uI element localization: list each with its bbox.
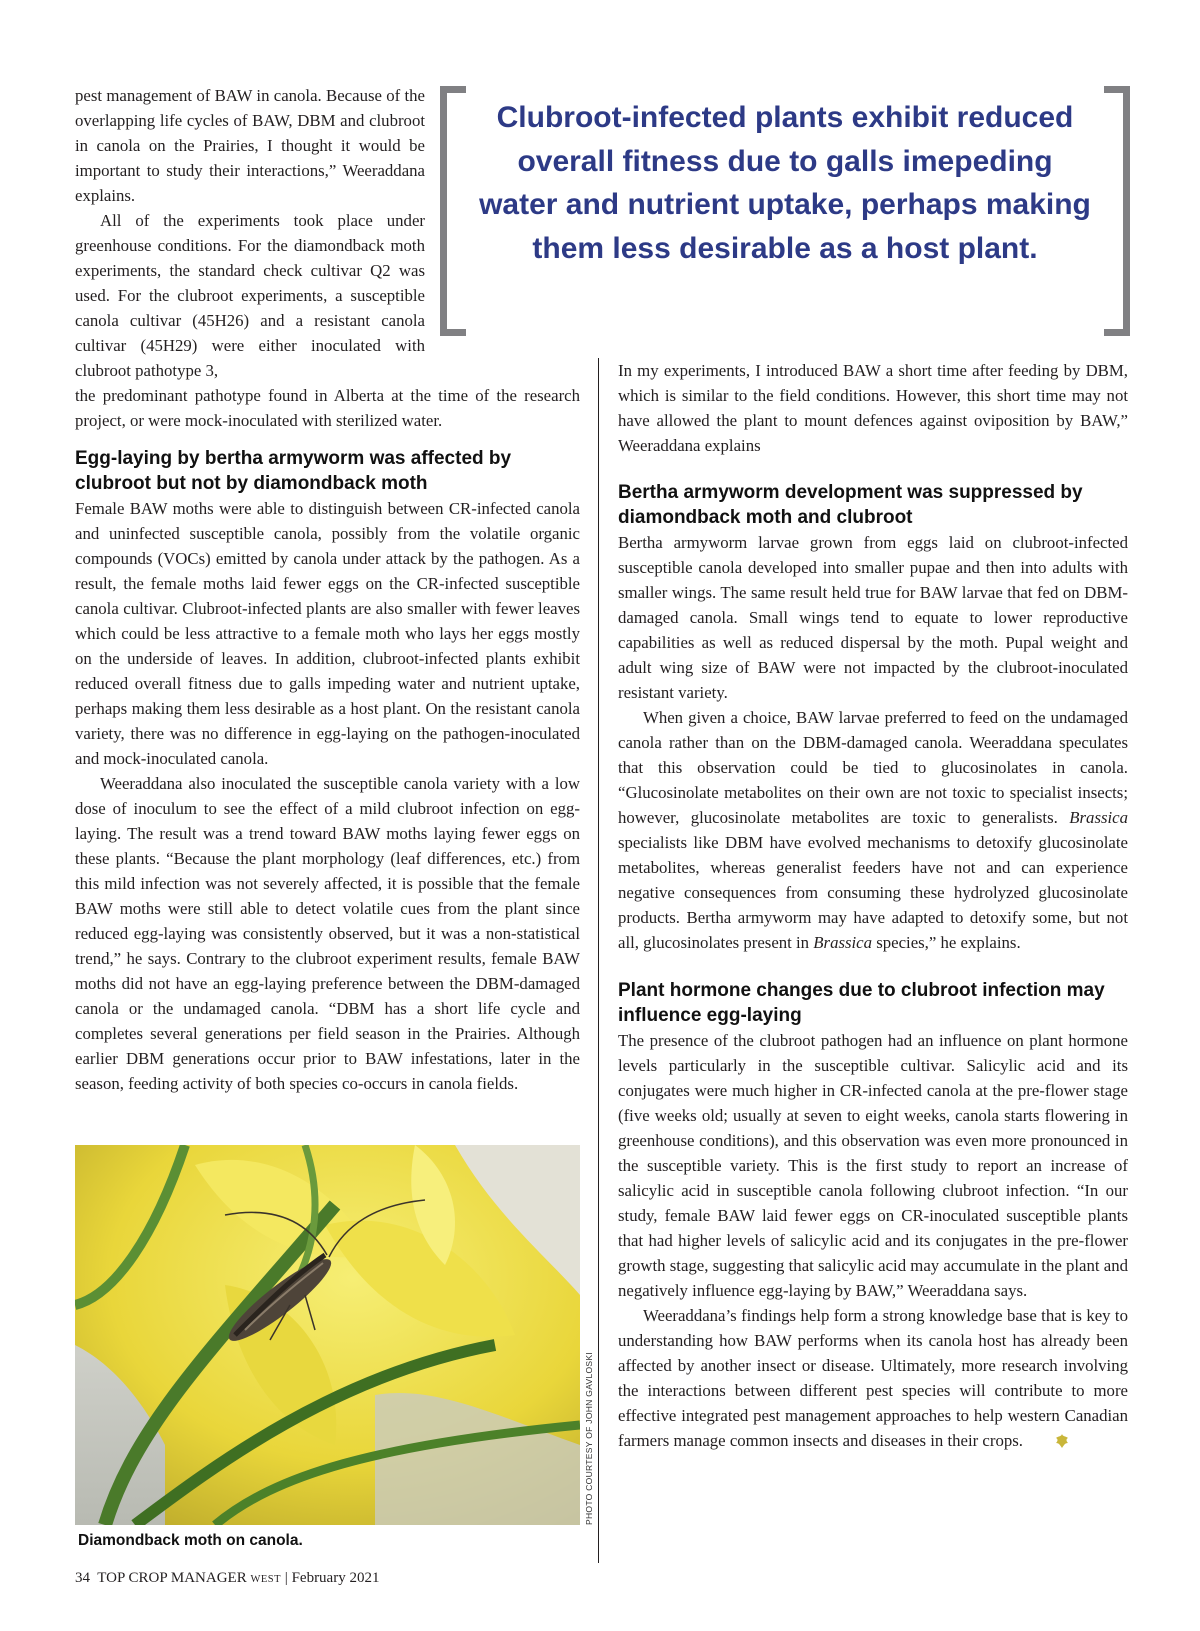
paragraph: All of the experiments took place under greenhouse conditions. For the diamondback moth experiments, the standard check cultivar Q2 was used. For the clubroot experiments, a susceptible canola cultivar (45H26) and a resistant canola cultivar (45H29) were either inoculated with clubroot pathotype 3,	[75, 211, 425, 380]
photo-credit: PHOTO COURTESY OF JOHN GAVLOSKI	[584, 1351, 594, 1525]
pull-quote	[440, 86, 1130, 338]
paragraph	[618, 1303, 1128, 1456]
canola-leaf-icon	[1029, 1431, 1070, 1456]
paragraph: Weeraddana also inoculated the susceptible canola variety with a low dose of inoculum to see the effect of a mild clubroot infection on egg-laying. The result was a trend toward BAW moths laying fewer eggs on these plants. “Because the plant morphology (leaf differences, etc.) from this mild infection was not severely affected, it is possible that the female BAW moths were still able to detect volatile cues from the plant since reduced egg-laying was consistently observed, but it was a non-statistical trend,” he says. Contrary to the clubroot experiment results, female BAW moths did not have an egg-laying preference between the DBM-damaged canola or the undamaged canola. “DBM has a short life cycle and completes several generations per field season in the Prairies. Although earlier DBM generations occur prior to BAW infestations, later in the season, feeding activity of both species co-occurs in canola fields.	[75, 774, 580, 1093]
paragraph: pest management of BAW in canola. Because of the overlapping life cycles of BAW, DBM and clubroot in canola on the Prairies, I thought it would be important to study their interactions,” Weeraddana explains.	[75, 86, 425, 205]
paragraph: the predominant pathotype found in Alberta at the time of the research project, or were mock-inoculated with sterilized water.	[75, 386, 580, 430]
moth-on-canola-image	[75, 1145, 580, 1525]
publication-edition: WEST	[250, 1574, 282, 1585]
publication-name: TOP CROP MANAGER	[97, 1570, 247, 1586]
text-run: species,” he explains.	[872, 933, 1021, 952]
left-column-top	[75, 83, 425, 383]
left-bracket	[440, 86, 466, 336]
text-run: Weeraddana’s findings help form a strong knowledge base that is key to understanding how BAW performs when its canola host has already been affected by another insect or disease. Ultimately, more research involving the interactions between different pest species will contribute to more effective integrated pest management approaches to help western Canadian farmers manage common insects and diseases in their crops.	[618, 1306, 1128, 1450]
section-heading: Bertha armyworm development was suppressed by diamondback moth and clubroot	[618, 482, 1083, 528]
page-footer	[75, 1570, 379, 1587]
photo-caption: Diamondback moth on canola.	[78, 1532, 303, 1549]
italic-text: Brassica	[1069, 808, 1128, 827]
column-divider	[598, 358, 599, 1563]
issue-date: February 2021	[291, 1570, 380, 1586]
footer-separator: |	[284, 1570, 288, 1586]
paragraph: Female BAW moths were able to distinguish between CR-infected canola and uninfected susceptible canola, possibly from the volatile organic compounds (VOCs) emitted by canola under attack by the pathogen. As a result, the female moths laid fewer eggs on the CR-infected susceptible canola cultivar. Clubroot-infected plants are also smaller with fewer leaves which could be less attractive to a female moth who lays her eggs mostly on the underside of leaves. In addition, clubroot-infected plants exhibit reduced overall fitness due to galls impeding water and nutrient uptake, perhaps making them less desirable as a host plant. On the resistant canola variety, there was no difference in egg-laying on the pathogen-inoculated and mock-inoculated canola.	[75, 499, 580, 768]
text-run: specialists like DBM have evolved mechanisms to detoxify glucosinolate metabolites, whereas generalist feeders have not and can experience negative consequences from consuming these hydrolyzed glucosinolate products. Bertha armyworm may have adapted to detoxify some, but not all, glucosinolates present in	[618, 833, 1128, 952]
right-bracket	[1104, 86, 1130, 336]
section-heading: Egg-laying by bertha armyworm was affected by clubroot but not by diamondback moth	[75, 448, 512, 494]
paragraph: In my experiments, I introduced BAW a short time after feeding by DBM, which is similar to the field conditions. However, this short time may not have allowed the plant to mount defences against oviposition by BAW,” Weeraddana explains	[618, 361, 1128, 455]
moth-photo	[75, 1145, 580, 1525]
paragraph: Bertha armyworm larvae grown from eggs laid on clubroot-infected susceptible canola developed into smaller pupae and then into adults with smaller wings. The same result held true for BAW larvae that fed on DBM-damaged canola. Small wings tend to equate to lower reproductive capabilities as well as reduced dispersal by the moth. Pupal weight and adult wing size of BAW were not impacted by the clubroot-inoculated resistant variety.	[618, 533, 1128, 702]
left-column	[75, 383, 580, 1096]
paragraph: The presence of the clubroot pathogen had an influence on plant hormone levels particularly in the susceptible cultivar. Salicylic acid and its conjugates were much higher in CR-infected canola at the pre-flower stage (five weeks old; usually at seven to eight weeks, canola starts flowering in greenhouse conditions), and this observation was even more pronounced in the susceptible variety. This is the first study to report an increase of salicylic acid in susceptible canola following clubroot infection. “In our study, female BAW laid fewer eggs on CR-inoculated susceptible plants that had higher levels of salicylic acid and its conjugates in the pre-flower growth stage, suggesting that salicylic acid may accumulate in the plant and negatively influence egg-laying by BAW,” Weeraddana says.	[618, 1031, 1128, 1300]
right-column	[618, 358, 1128, 1456]
section-heading: Plant hormone changes due to clubroot infection may influence egg-laying	[618, 980, 1105, 1026]
pull-quote-text: Clubroot-infected plants exhibit reduced overall fitness due to galls imepeding water and nutrient uptake, perhaps making them less desirable as a host plant.	[479, 101, 1091, 265]
text-run: When given a choice, BAW larvae preferred to feed on the undamaged canola rather than on the DBM-damaged canola. Weeraddana speculates that this observation could be tied to glucosinolates in canola. “Glucosinolate metabolites on their own are not toxic to specialist insects; however, glucosinolate metabolites are toxic to generalists.	[618, 708, 1128, 827]
page-number: 34	[75, 1570, 90, 1586]
paragraph	[618, 705, 1128, 955]
italic-text: Brassica	[813, 933, 873, 952]
